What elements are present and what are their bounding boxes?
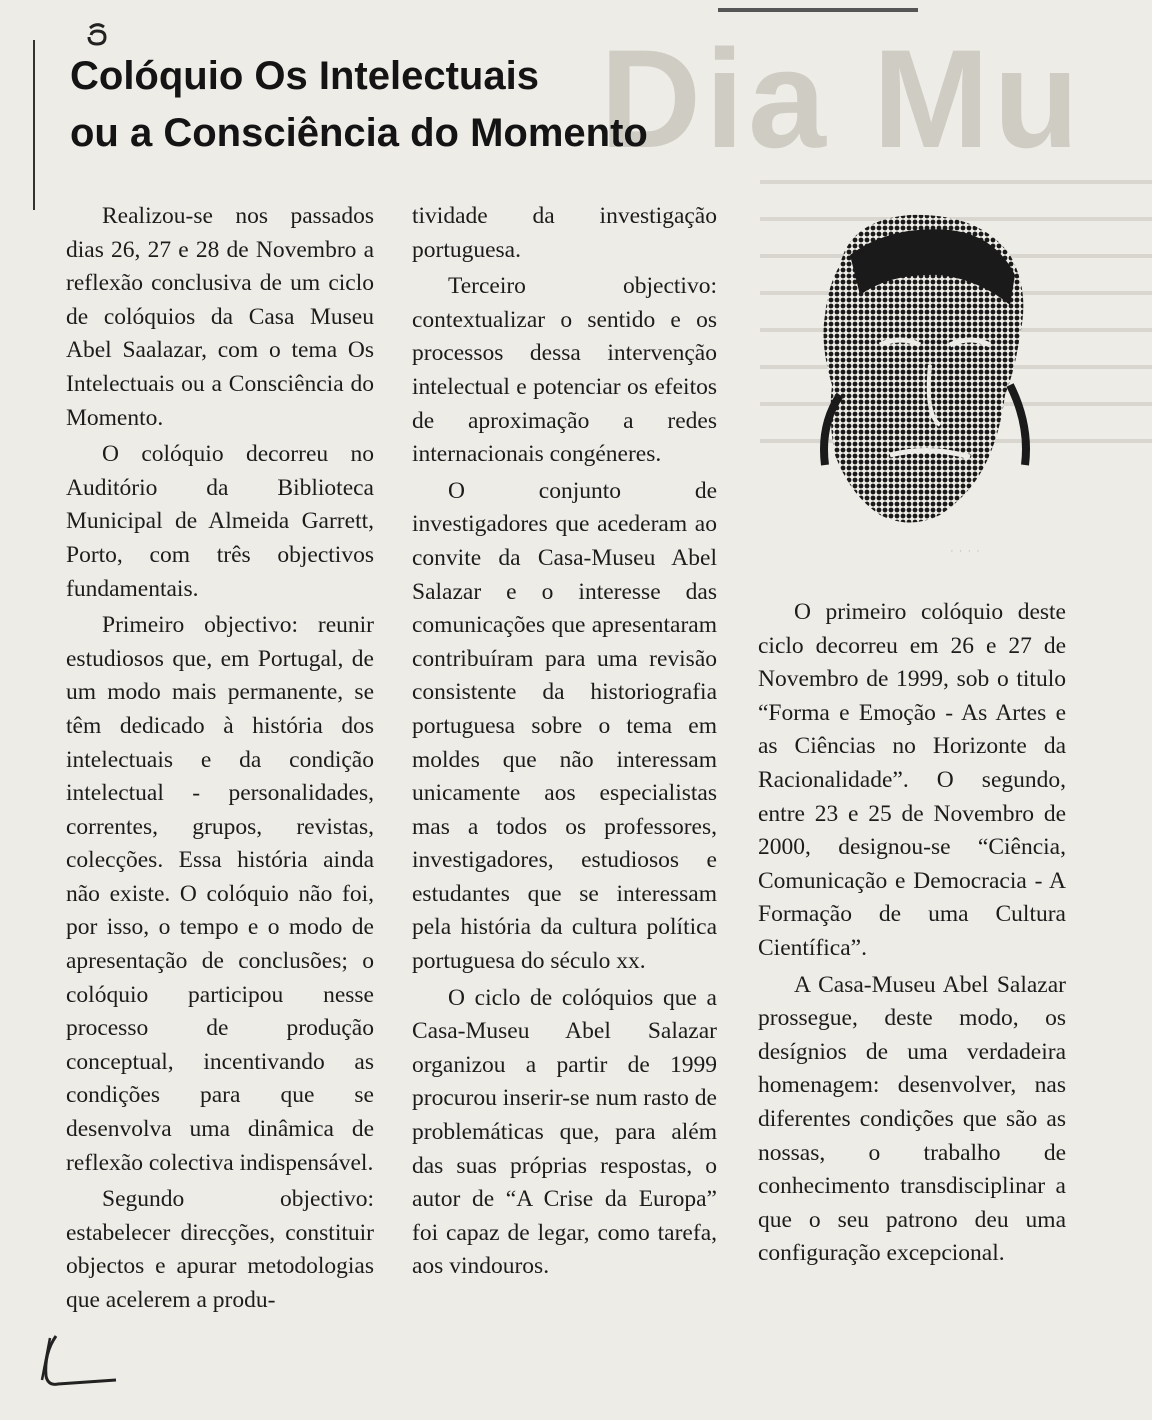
article-column-3: [758, 596, 1066, 1271]
portrait-photo: [780, 195, 1045, 540]
left-rule: [33, 40, 35, 210]
headline-line-2: ou a Consciência do Momento: [70, 111, 648, 155]
photo-caption-faded: · · · ·: [950, 545, 981, 557]
clip-mark-icon: [86, 22, 108, 46]
paragraph: A Casa-Museu Abel Salazar prossegue, deste modo, os desígnios de uma verdadeira homenagem: desenvolver, nas diferentes condições que são as nossas, o trabalho de conhecimento transdisciplinar a que o seu patrono deu uma configuração excepcional.: [758, 971, 1066, 1267]
top-rule: [718, 8, 918, 12]
paragraph: Primeiro objectivo: reunir estudiosos que, em Portugal, de um modo mais permanente, se têm dedicado à história dos intelectuais e da condição intelectual - personalidades, correntes, grupos, revistas, colecções. Essa história ainda não existe. O colóquio não foi, por isso, o tempo e o modo de apresentação de conclusões; o colóquio participou nesse processo de produção conceptual, incentivando as condições para que se desenvolva uma dinâmica de reflexão colectiva indispensável.: [66, 612, 374, 1176]
headline-line-1: Colóquio Os Intelectuais: [70, 54, 539, 98]
paragraph: Realizou-se nos passados dias 26, 27 e 28 de Novembro a reflexão conclusiva de um ciclo de colóquios da Casa Museu Abel Saalazar, com o tema Os Intelectuais ou a Consciência do Momento.: [66, 203, 374, 431]
paragraph: O conjunto de investigadores que acederam ao convite da Casa-Museu Abel Salazar e o interesse das comunicações que apresentaram contribuíram para uma revisão consistente da historiografia portuguesa sobre o tema em moldes que não interessam unicamente aos especialistas mas a todos os professores, investigadores, estudiosos e estudantes que se interessam pela história da cultura política portuguesa do século xx.: [412, 477, 717, 975]
headline: [70, 48, 850, 162]
bleed-through-heading: Dia Mu: [600, 20, 1083, 177]
article-column-1: [66, 200, 374, 1318]
paragraph: Segundo objectivo: estabelecer direcções, constituir objectos e apurar metodologias que acelerem a produ-: [66, 1186, 374, 1313]
article-column-2: [412, 200, 717, 1284]
handwritten-mark-icon: [36, 1328, 126, 1390]
paragraph: tividade da investigação portuguesa.: [412, 203, 717, 263]
paragraph: O ciclo de colóquios que a Casa-Museu Abel Salazar organizou a partir de 1999 procurou inserir-se num rasto de problemáticas que, para além das suas próprias respostas, o autor de “A Crise da Europa” foi capaz de legar, como tarefa, aos vindouros.: [412, 984, 717, 1280]
paragraph: O primeiro colóquio deste ciclo decorreu em 26 e 27 de Novembro de 1999, sob o titulo “Forma e Emoção - As Artes e as Ciências no Horizonte da Racionalidade”. O segundo, entre 23 e 25 de Novembro de 2000, designou-se “Ciência, Comunicação e Democracia - A Formação de uma Cultura Científica”.: [758, 599, 1066, 961]
paragraph: Terceiro objectivo: contextualizar o sentido e os processos dessa intervenção intelectual e potenciar os efeitos de aproximação a redes internacionais congéneres.: [412, 273, 717, 468]
paragraph: O colóquio decorreu no Auditório da Biblioteca Municipal de Almeida Garrett, Porto, com três objectivos fundamentais.: [66, 441, 374, 602]
